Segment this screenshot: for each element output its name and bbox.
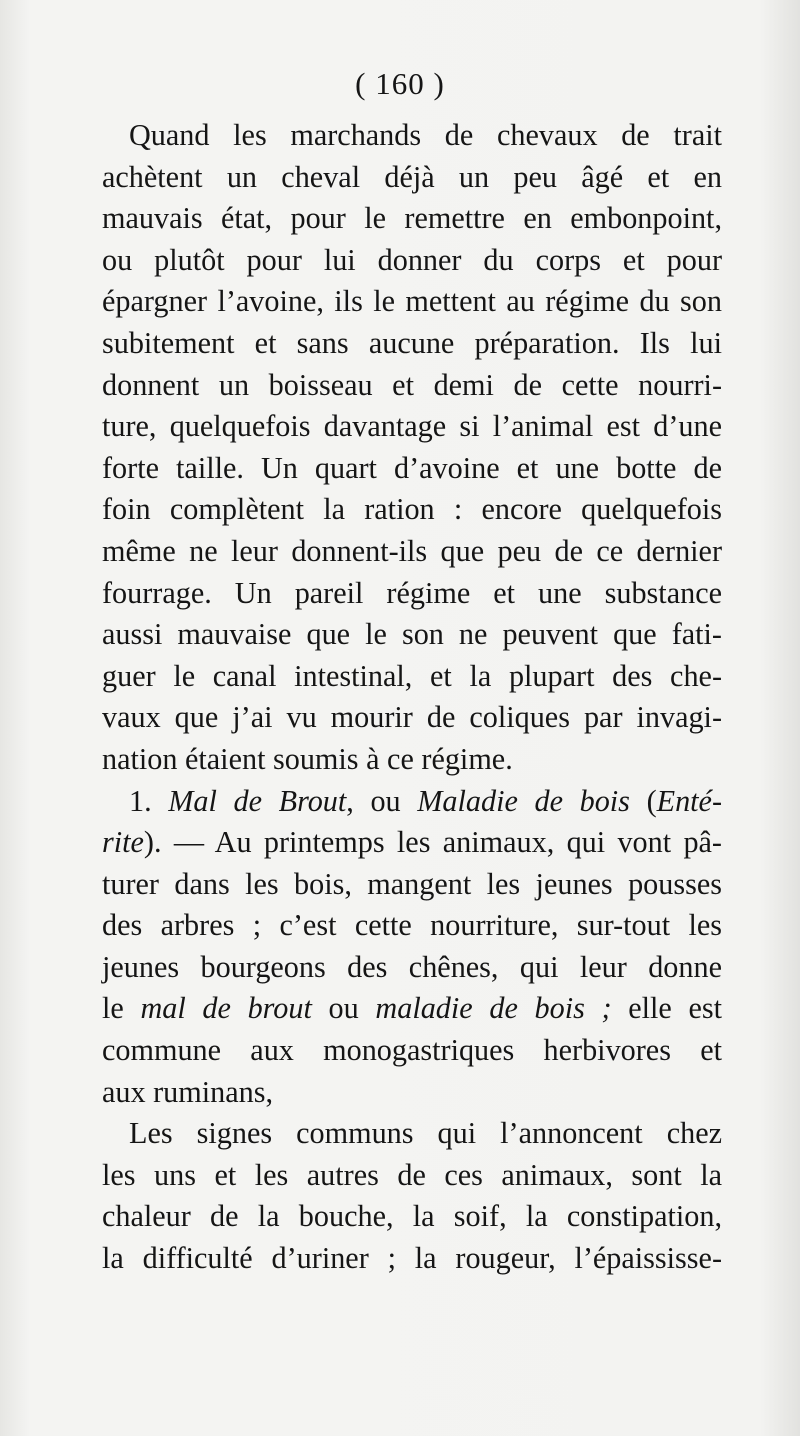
section-separator: , ou	[346, 783, 418, 818]
text-line: les uns et les autres de ces animaux, sont la	[102, 1157, 722, 1192]
text-line: Quand les marchands de chevaux de trait	[129, 118, 722, 152]
text-segment: le	[102, 991, 141, 1026]
italic-term-mal-de-brout: mal de brout	[140, 991, 312, 1026]
text-segment: elle est	[611, 991, 723, 1026]
section-title-maladie-de-bois: Maladie de bois	[417, 783, 630, 818]
text-segment: ou	[311, 991, 376, 1026]
section-text-line	[102, 822, 722, 864]
text-line: vaux que j’ai vu mourir de coliques par invagi-	[102, 700, 722, 735]
text-line: fourrage. Un pareil régime et une substance	[102, 575, 722, 610]
text-line: même ne leur donnent-ils que peu de ce dernier	[102, 533, 722, 568]
section-intro-text: ). — Au printemps les animaux, qui vont pâ-	[143, 825, 722, 860]
section-open-paren: (	[629, 783, 657, 818]
text-line: chaleur de la bouche, la soif, la constipation,	[102, 1199, 722, 1234]
text-line: la difficulté d’uriner ; la rougeur, l’épaississe-	[102, 1241, 722, 1276]
text-line: aux ruminans,	[102, 1074, 274, 1109]
text-line: nation étaient soumis à ce régime.	[102, 741, 513, 776]
text-line-with-italics	[102, 988, 722, 1030]
text-line: ture, quelquefois davantage si l’animal est d’une	[102, 409, 722, 444]
italic-term-maladie-de-bois: maladie de bois ;	[375, 991, 612, 1026]
page-text	[102, 115, 722, 1280]
text-line: forte taille. Un quart d’avoine et une botte de	[102, 450, 722, 485]
section-title-mal-de-brout: Mal de Brout	[168, 783, 347, 818]
text-line: donnent un boisseau et demi de cette nourri-	[102, 367, 722, 402]
text-line: épargner l’avoine, ils le mettent au régime du son	[102, 284, 722, 319]
text-line: aussi mauvaise que le son ne peuvent que fati-	[102, 617, 722, 652]
section-title-enterite-end: rite	[102, 825, 144, 860]
text-line: turer dans les bois, mangent les jeunes pousses	[102, 866, 722, 901]
text-line: des arbres ; c’est cette nourriture, sur-tout les	[102, 908, 722, 943]
text-line: ou plutôt pour lui donner du corps et pour	[102, 242, 722, 277]
text-line: mauvais état, pour le remettre en embonpoint,	[102, 201, 722, 236]
text-line: foin complètent la ration : encore quelquefois	[102, 492, 722, 527]
text-line: jeunes bourgeons des chênes, qui leur donne	[102, 949, 722, 984]
page-number: ( 160 )	[355, 66, 445, 101]
text-line: Les signes communs qui l’annoncent chez	[129, 1116, 722, 1151]
text-line: guer le canal intestinal, et la plupart des che-	[102, 658, 722, 693]
text-line: subitement et sans aucune préparation. Ils lui	[102, 325, 722, 360]
section-number: 1.	[129, 783, 152, 818]
text-line: commune aux monogastriques herbivores et	[102, 1033, 722, 1068]
section-heading-line	[102, 781, 722, 823]
text-line: achètent un cheval déjà un peu âgé et en	[102, 159, 722, 194]
section-title-enterite-part: Enté-	[656, 783, 722, 818]
